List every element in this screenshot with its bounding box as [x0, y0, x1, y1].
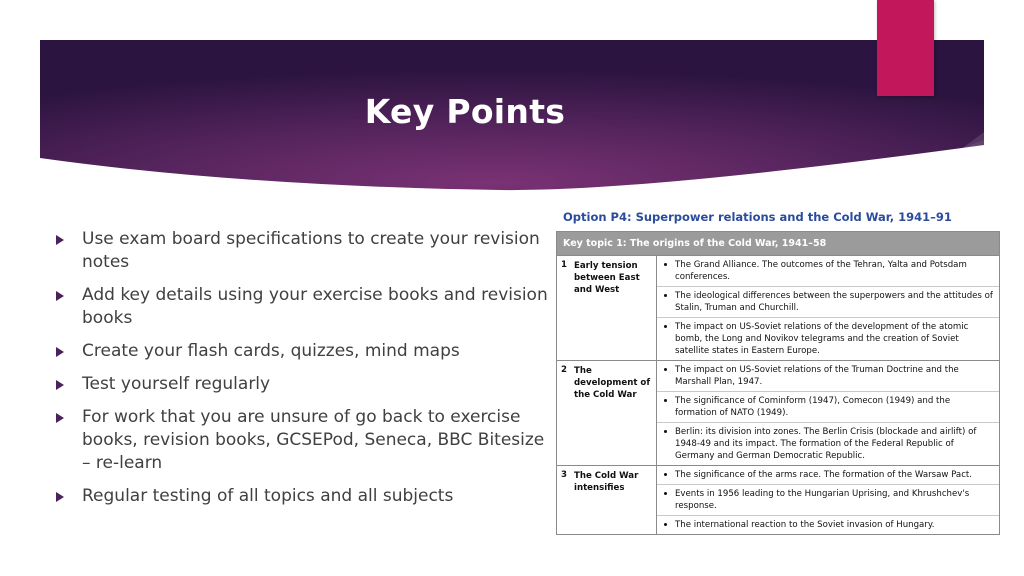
bullet-item — [54, 340, 554, 363]
bullet-item — [54, 228, 554, 274]
spec-row-number: 1 — [561, 260, 567, 270]
arrow-bullet-icon — [56, 347, 64, 357]
spec-row-points — [657, 256, 999, 360]
spec-row-label — [557, 256, 657, 360]
spec-row-name: The Cold War intensifies — [574, 471, 639, 493]
spec-table — [556, 231, 1000, 535]
spec-point: The significance of the arms race. The formation of the Warsaw Pact. — [657, 466, 999, 484]
bullet-text: For work that you are unsure of go back to exercise books, revision books, GCSEPod, Seneca, BBC Bitesize – re-learn — [82, 407, 545, 473]
spec-row-points — [657, 361, 999, 465]
spec-row-name: The development of the Cold War — [574, 366, 651, 400]
spec-point: The impact on US-Soviet relations of the Truman Doctrine and the Marshall Plan, 1947. — [657, 361, 999, 391]
accent-tab — [877, 0, 934, 96]
arrow-bullet-icon — [56, 380, 64, 390]
spec-row-number: 2 — [561, 365, 567, 375]
slide-title: Key Points — [364, 92, 566, 131]
arrow-bullet-icon — [56, 291, 64, 301]
spec-row-points — [657, 466, 999, 534]
spec-point: The significance of Cominform (1947), Comecon (1949) and the formation of NATO (1949). — [657, 391, 999, 422]
spec-heading: Option P4: Superpower relations and the Cold War, 1941–91 — [563, 210, 952, 224]
spec-point: The international reaction to the Soviet invasion of Hungary. — [657, 515, 999, 534]
bullet-text: Add key details using your exercise books and revision books — [82, 285, 548, 328]
bullet-item — [54, 485, 554, 508]
spec-point: Berlin: its division into zones. The Berlin Crisis (blockade and airlift) of 1948-49 and its impact. The formation of the Federal Republic of Germany and German Democratic Republic. — [657, 422, 999, 465]
bullet-list — [54, 228, 554, 518]
spec-row-number: 3 — [561, 470, 567, 480]
bullet-item — [54, 406, 554, 475]
arrow-bullet-icon — [56, 413, 64, 423]
spec-row — [557, 360, 999, 465]
bullet-text: Test yourself regularly — [82, 374, 271, 394]
spec-row-label — [557, 466, 657, 534]
bullet-text: Create your flash cards, quizzes, mind maps — [82, 341, 460, 361]
spec-point: The Grand Alliance. The outcomes of the Tehran, Yalta and Potsdam conferences. — [657, 256, 999, 286]
spec-point: The impact on US-Soviet relations of the development of the atomic bomb, the Long and Novikov telegrams and the creation of Soviet satellite states in Eastern Europe. — [657, 317, 999, 360]
spec-row — [557, 255, 999, 360]
spec-topic-header: Key topic 1: The origins of the Cold War, 1941–58 — [557, 232, 999, 255]
spec-row-label — [557, 361, 657, 465]
bullet-item — [54, 284, 554, 330]
spec-point: Events in 1956 leading to the Hungarian Uprising, and Khrushchev's response. — [657, 484, 999, 515]
spec-row-name: Early tension between East and West — [574, 261, 640, 295]
arrow-bullet-icon — [56, 235, 64, 245]
spec-point: The ideological differences between the superpowers and the attitudes of Stalin, Truman and Churchill. — [657, 286, 999, 317]
spec-row — [557, 465, 999, 534]
arrow-bullet-icon — [56, 492, 64, 502]
bullet-item — [54, 373, 554, 396]
specification-excerpt — [556, 210, 1000, 535]
bullet-text: Regular testing of all topics and all subjects — [82, 486, 454, 506]
bullet-text: Use exam board specifications to create your revision notes — [82, 229, 540, 272]
